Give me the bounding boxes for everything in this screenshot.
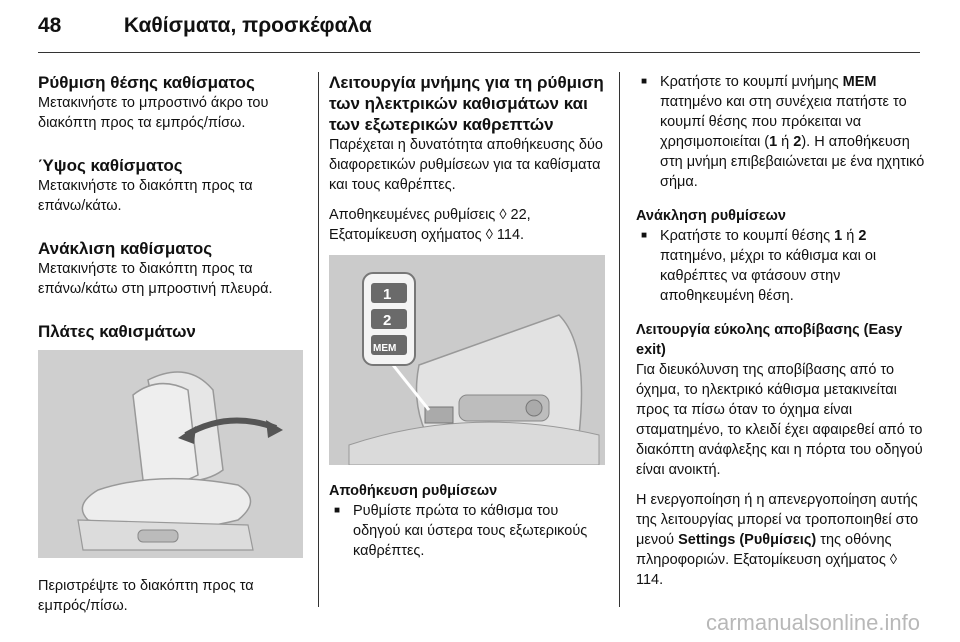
column-3 — [636, 72, 926, 600]
store-step-2-text-a: Κρατήστε το κουμπί μνήμης — [660, 74, 839, 90]
store-step-2-text-c: ). Η αποθήκευση στη μνήμη επιβεβαιώνεται με ένα ηχητικό σήμα. — [660, 134, 925, 190]
easy-exit-settings — [636, 490, 926, 590]
recall-text-b: πατημένο, μέχρι το κάθισμα και οι καθρέπτες να φτάσουν στην αποθηκευμένη θέση. — [660, 248, 877, 304]
section-title-easy-exit: Λειτουργία εύκολης αποβίβασης (Easy exit) — [636, 322, 903, 358]
recall-position-2: 2 — [858, 228, 867, 244]
recall-step — [660, 226, 926, 306]
watermark: carmanualsonline.info — [705, 610, 920, 635]
memory-button-2: 2 — [383, 312, 392, 329]
memory-button-mem: MEM — [373, 343, 397, 354]
header-rule — [38, 52, 920, 53]
seat-recline-illustration — [38, 350, 303, 558]
store-step-2-text-b: πατημένο και στη συνέχεια πατήστε το κουμπί θέσης που πρόκειται να χρησιμοποιείται ( — [660, 94, 907, 150]
recall-text-a: Κρατήστε το κουμπί θέσης — [660, 228, 831, 244]
column-1 — [38, 72, 303, 626]
column-2 — [329, 72, 605, 569]
column-divider-1 — [318, 72, 319, 607]
recall-position-1: 1 — [834, 228, 843, 244]
mem-label: MEM — [842, 74, 877, 90]
or-text: ή — [777, 134, 794, 150]
section-title-memory: Λειτουργία μνήμης για τη ρύθμιση των ηλεκτρικών καθισμάτων και των εξωτερικών καθρεπτών — [329, 73, 604, 134]
section-title-seat-position: Ρύθμιση θέσης καθίσματος — [38, 73, 255, 92]
position-2-label: 2 — [793, 134, 802, 150]
section-title-recall: Ανάκληση ρυθμίσεων — [636, 208, 786, 224]
section-title-seat-height: Ύψος καθίσματος — [38, 156, 183, 175]
section-title-store-settings: Αποθήκευση ρυθμίσεων — [329, 483, 498, 499]
column-divider-2 — [619, 72, 620, 607]
section-title-seatbacks: Πλάτες καθισμάτων — [38, 322, 196, 341]
recall-list — [636, 226, 926, 306]
easy-exit-settings-text-b: της οθόνης πληροφοριών. Εξατομίκευση οχήματος ◊ 114. — [636, 532, 898, 588]
page-number: 48 — [38, 14, 62, 37]
store-settings-list-cont — [636, 72, 926, 192]
store-step-2 — [660, 72, 926, 192]
store-settings-list — [329, 501, 605, 561]
memory-references: Αποθηκευμένες ρυθμίσεις ◊ 22, Εξατομίκευση οχήματος ◊ 114. — [329, 207, 531, 243]
page-header — [38, 14, 372, 38]
section-text-seatbacks: Περιστρέψτε το διακόπτη προς τα εμπρός/πίσω. — [38, 578, 254, 614]
position-1-label: 1 — [769, 134, 778, 150]
section-text-seat-tilt: Μετακινήστε το διακόπτη προς τα επάνω/κάτω στη μπροστινή πλευρά. — [38, 261, 273, 297]
section-title-seat-tilt: Ανάκλιση καθίσματος — [38, 239, 213, 258]
memory-buttons-illustration — [329, 255, 605, 465]
memory-button-1: 1 — [383, 286, 392, 303]
page-title: Καθίσματα, προσκέφαλα — [123, 14, 372, 37]
section-text-seat-position: Μετακινήστε το μπροστινό άκρο του διακόπτη προς τα εμπρός/πίσω. — [38, 95, 269, 131]
memory-intro: Παρέχεται η δυνατότητα αποθήκευσης δύο διαφορετικών ρυθμίσεων για τα καθίσματα και τους καθρέπτες. — [329, 137, 603, 193]
settings-menu-label: Settings (Ρυθμίσεις) — [678, 532, 817, 548]
easy-exit-text: Για διευκόλυνση της αποβίβασης από το όχημα, το ηλεκτρικό κάθισμα μετακινείται προς τα πίσω όταν το όχημα είναι σταματημένο, το κλειδί έχει αφαιρεθεί από το διακόπτη ανάφλεξης και η πόρτα του οδηγού είναι ανοικτή. — [636, 362, 923, 478]
recall-or-text: ή — [842, 228, 859, 244]
section-text-seat-height: Μετακινήστε το διακόπτη προς τα επάνω/κάτω. — [38, 178, 253, 214]
easy-exit-settings-text-a: Η ενεργοποίηση ή η απενεργοποίηση αυτής της λειτουργίας μπορεί να τροποποιηθεί στο μενού — [636, 492, 919, 548]
store-step-1: ■ Ρυθμίστε πρώτα το κάθισμα του οδηγού και ύστερα τους εξωτερικούς καθρέπτες. — [353, 501, 605, 561]
